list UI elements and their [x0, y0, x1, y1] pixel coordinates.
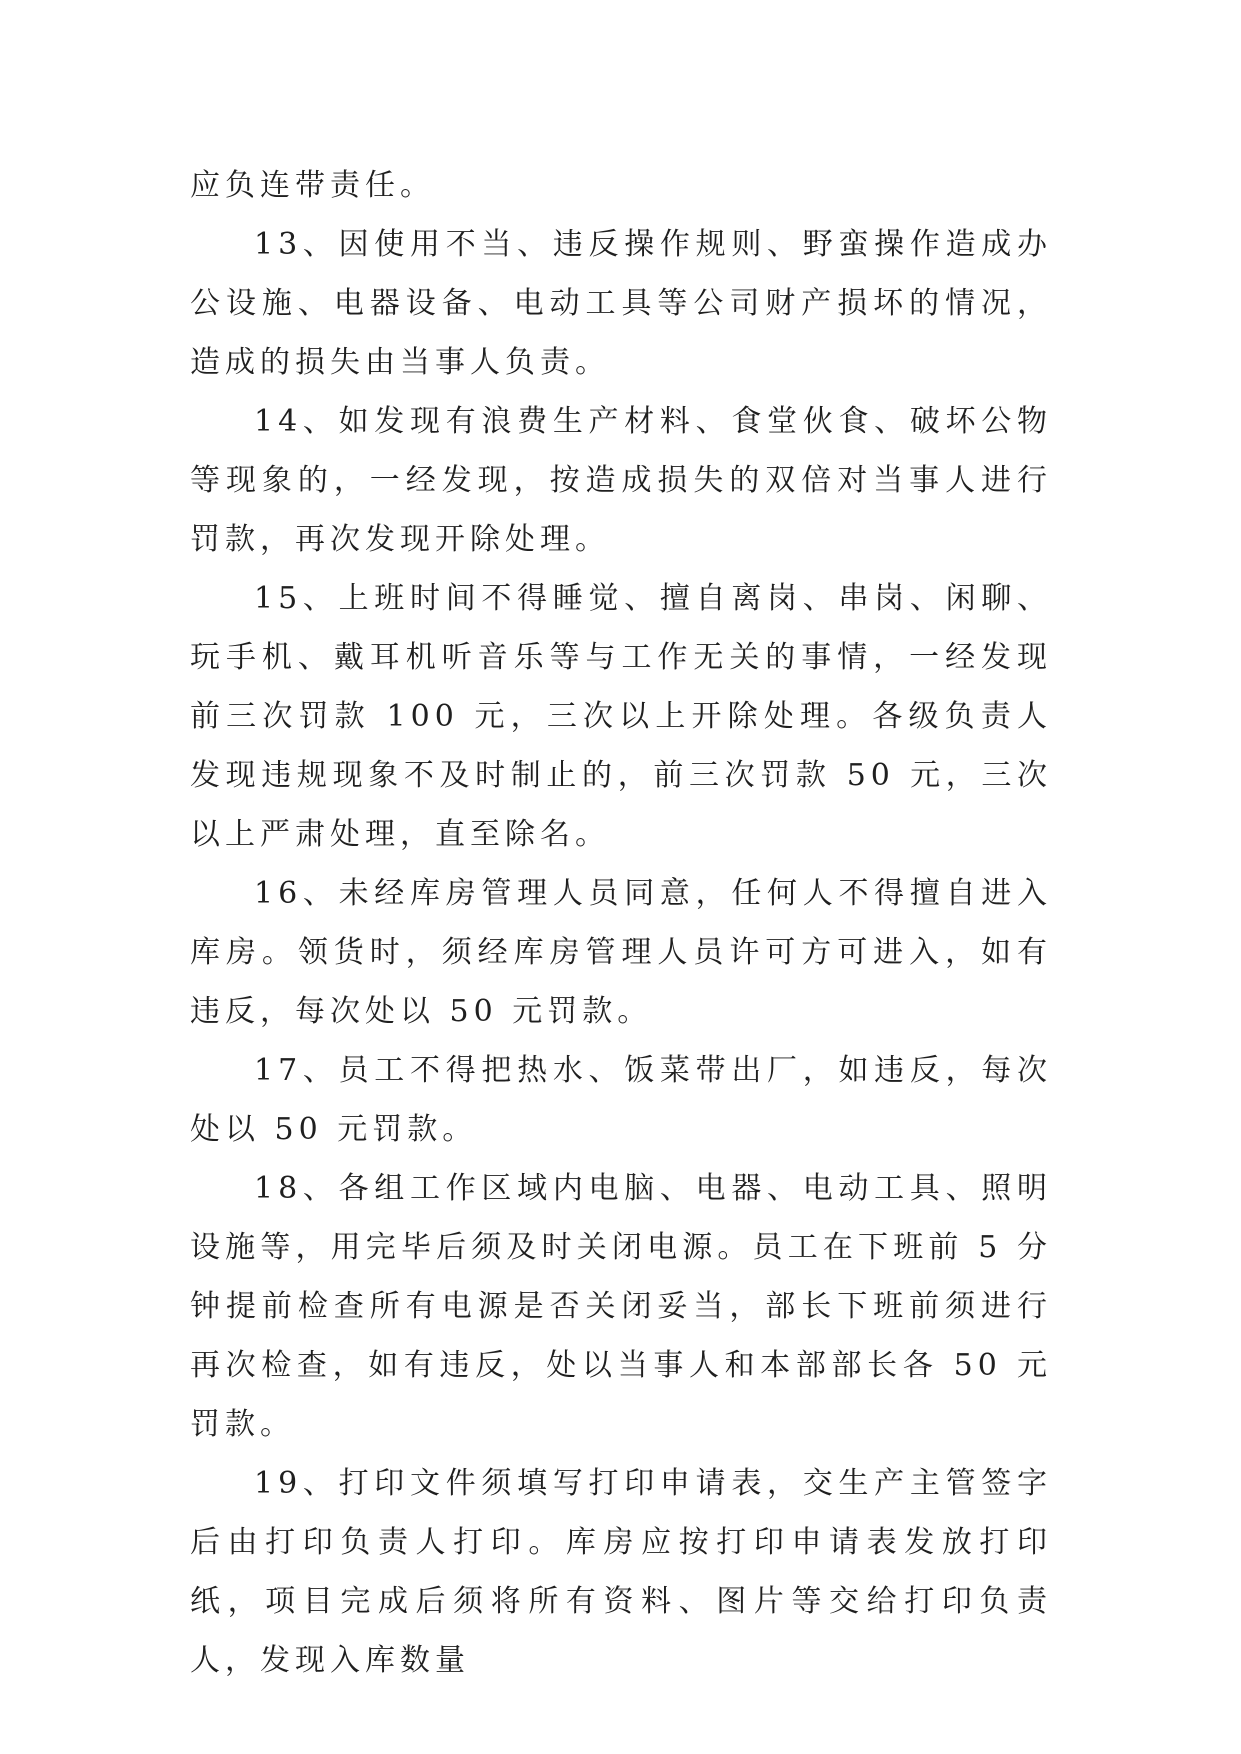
paragraph-13: 13、因使用不当、违反操作规则、野蛮操作造成办公设施、电器设备、电动工具等公司财产损坏的情况，造成的损失由当事人负责。 [190, 227, 1052, 380]
paragraph-14: 14、如发现有浪费生产材料、食堂伙食、破坏公物等现象的，一经发现，按造成损失的双倍对当事人进行罚款，再次发现开除处理。 [190, 404, 1052, 557]
paragraph-17: 17、员工不得把热水、饭菜带出厂，如违反，每次处以 50 元罚款。 [190, 1053, 1052, 1147]
paragraph-15: 15、上班时间不得睡觉、擅自离岗、串岗、闲聊、玩手机、戴耳机听音乐等与工作无关的事情，一经发现前三次罚款 100 元，三次以上开除处理。各级负责人发现违规现象不及时制止的，前三次罚款 50 元，三次以上严肃处理，直至除名。 [190, 581, 1052, 852]
paragraph-18: 18、各组工作区域内电脑、电器、电动工具、照明设施等，用完毕后须及时关闭电源。员工在下班前 5 分钟提前检查所有电源是否关闭妥当，部长下班前须进行再次检查，如有违反，处以当事人和本部部长各 50 元罚款。 [190, 1171, 1052, 1442]
document-body [190, 156, 1052, 1690]
paragraph-19: 19、打印文件须填写打印申请表，交生产主管签字后由打印负责人打印。库房应按打印申请表发放打印纸，项目完成后须将所有资料、图片等交给打印负责人，发现入库数量 [190, 1466, 1052, 1678]
paragraph-16: 16、未经库房管理人员同意，任何人不得擅自进入库房。领货时，须经库房管理人员许可方可进入，如有违反，每次处以 50 元罚款。 [190, 876, 1052, 1029]
paragraph-12-continuation: 应负连带责任。 [190, 168, 435, 203]
